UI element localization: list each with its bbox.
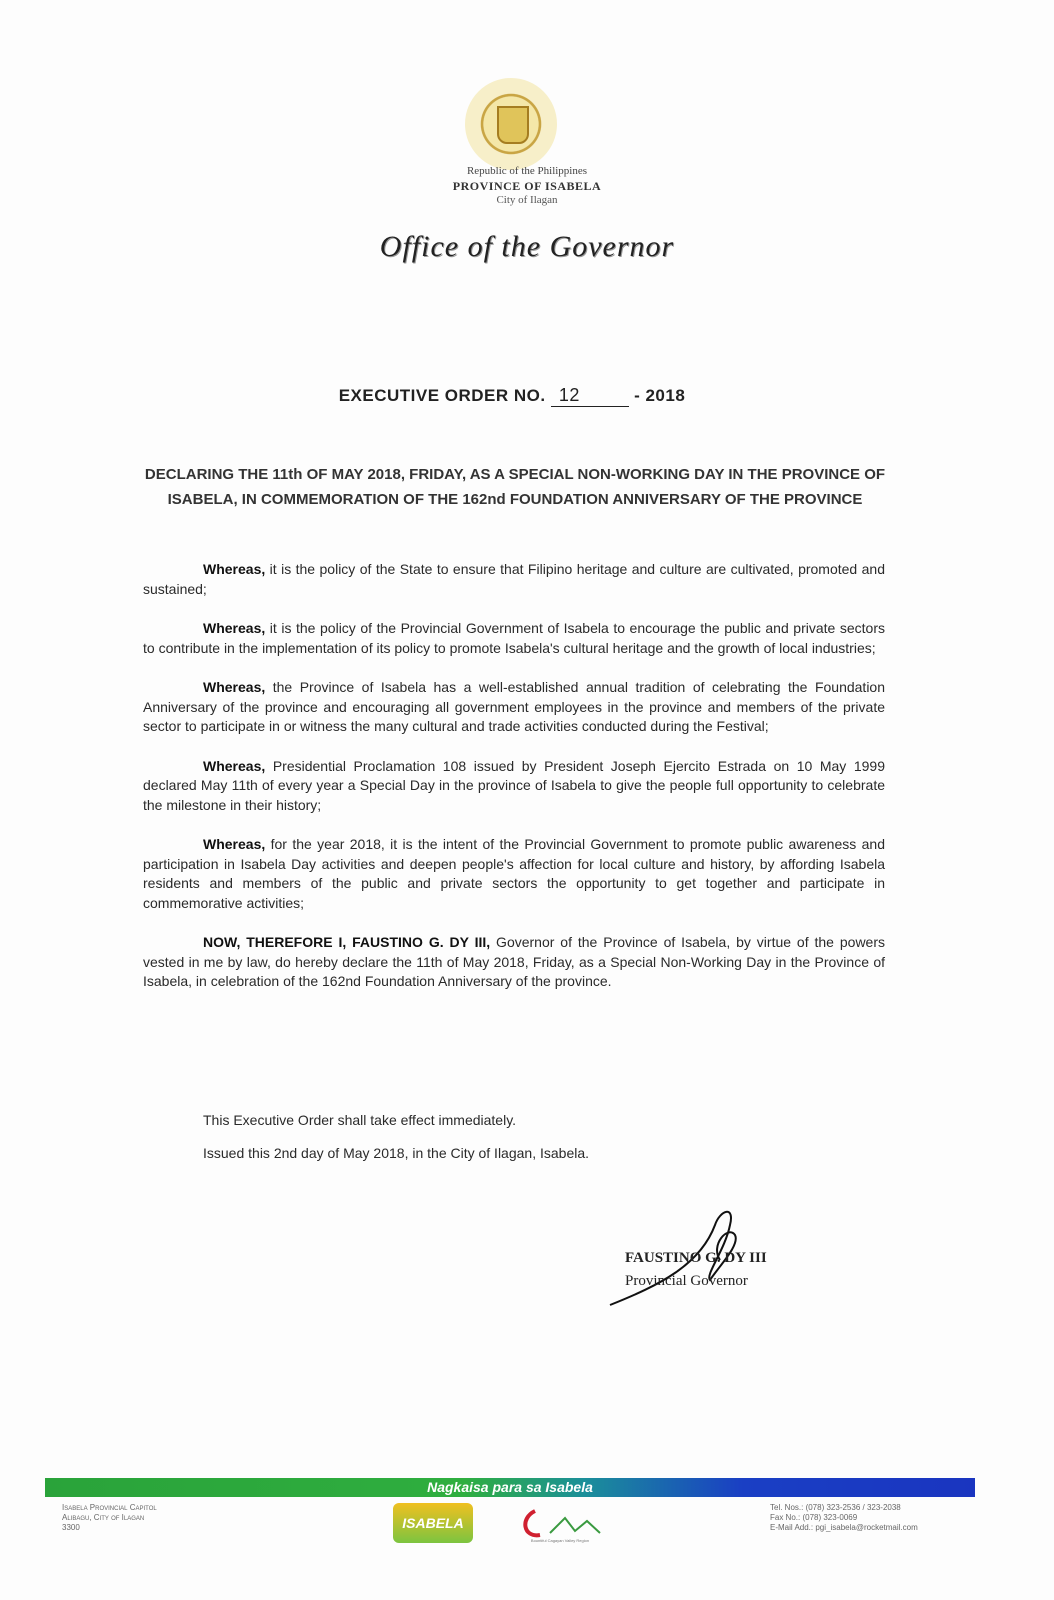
- paragraph-lead: Whereas,: [203, 679, 266, 695]
- paragraph: [143, 619, 885, 658]
- paragraph: [143, 560, 885, 599]
- paragraph-text: Presidential Proclamation 108 issued by President Joseph Ejercito Estrada on 10 May 1999 declared May 11th of every year a Special Day in the province of Isabela to give the people full opportunity to celebrate the milestone in their history;: [143, 757, 885, 813]
- paragraph-lead: Whereas,: [203, 757, 266, 774]
- isabela-logo: ISABELA: [393, 1503, 473, 1543]
- signatory-name: FAUSTINO G. DY III: [625, 1250, 767, 1266]
- paragraph-lead: Whereas,: [203, 620, 266, 636]
- order-year: - 2018: [634, 386, 686, 405]
- contact-phone: Tel. Nos.: (078) 323-2536 / 323-2038: [770, 1503, 901, 1512]
- paragraph-text: Governor of the Province of Isabela, by virtue of the powers vested in me by law, do hereby declare the 11th of May 2018, Friday, as a Special Non-Working Day in the Province of Isabela, in celebration of the 162nd Foundation Anniversary of the province.: [143, 934, 885, 989]
- address-line: Isabela Provincial Capitol: [62, 1503, 157, 1512]
- paragraph-text: for the year 2018, it is the intent of the Provincial Government to promote public awareness and participation in Isabela Day activities and deepen people's affection for local culture and history, by affording Isabela residents and members of the public and private sectors the opportunity to get together and participate in commemorative activities;: [143, 836, 885, 911]
- official-seal-logo: [465, 78, 557, 170]
- contact-email: E-Mail Add.: pgi_isabela@rocketmail.com: [770, 1523, 918, 1532]
- effectivity-clause: This Executive Order shall take effect immediately.: [203, 1112, 517, 1128]
- paragraph-text: it is the policy of the Provincial Government of Isabela to encourage the public and private sectors to contribute in the implementation of its policy to promote Isabela's cultural heritage and the growth of local industries;: [143, 620, 885, 656]
- footer-contact: [770, 1503, 918, 1533]
- office-title: Office of the Governor: [379, 230, 675, 263]
- address-line: 3300: [62, 1523, 80, 1532]
- cagayan-valley-logo: [515, 1503, 605, 1543]
- order-label: EXECUTIVE ORDER NO.: [338, 386, 546, 405]
- paragraph: [143, 757, 885, 816]
- paragraph-lead: NOW, THEREFORE I, FAUSTINO G. DY III,: [203, 934, 491, 950]
- signatory-title: Provincial Governor: [625, 1273, 748, 1289]
- order-heading: [0, 385, 1024, 407]
- order-title: DECLARING THE 11th OF MAY 2018, FRIDAY, AS A SPECIAL NON-WORKING DAY IN THE PROVINCE OF ISABELA, IN COMMEMORATION OF THE 162nd FOUNDATION ANNIVERSARY OF THE PROVINCE: [144, 466, 886, 508]
- logo-caption: Bountiful Cagayan Valley Region: [530, 1538, 590, 1543]
- paragraph-text: the Province of Isabela has a well-established annual tradition of celebrating the Foundation Anniversary of the province and encouraging all government employees in the province and members of the private sector to participate in or witness the many cultural and trade activities conducted during the Festival;: [143, 679, 885, 734]
- order-number: 12: [551, 385, 629, 407]
- address-line: Alibagu, City of Ilagan: [62, 1513, 145, 1522]
- paragraph: [143, 933, 885, 992]
- order-body: [143, 560, 885, 1012]
- paragraph-text: it is the policy of the State to ensure that Filipino heritage and culture are cultivated, promoted and sustained;: [143, 561, 885, 597]
- contact-fax: Fax No.: (078) 323-0069: [770, 1513, 858, 1522]
- paragraph-lead: Whereas,: [203, 836, 266, 852]
- issuance-clause: Issued this 2nd day of May 2018, in the City of Ilagan, Isabela.: [203, 1145, 590, 1161]
- city-line: City of Ilagan: [496, 194, 558, 206]
- footer-address: [62, 1503, 157, 1533]
- footer-slogan-band: Nagkaisa para sa Isabela: [45, 1478, 975, 1497]
- paragraph: [143, 678, 885, 737]
- paragraph-lead: Whereas,: [203, 561, 266, 577]
- province-line: PROVINCE OF ISABELA: [452, 179, 602, 193]
- republic-line: Republic of the Philippines: [466, 165, 588, 177]
- paragraph: [143, 835, 885, 913]
